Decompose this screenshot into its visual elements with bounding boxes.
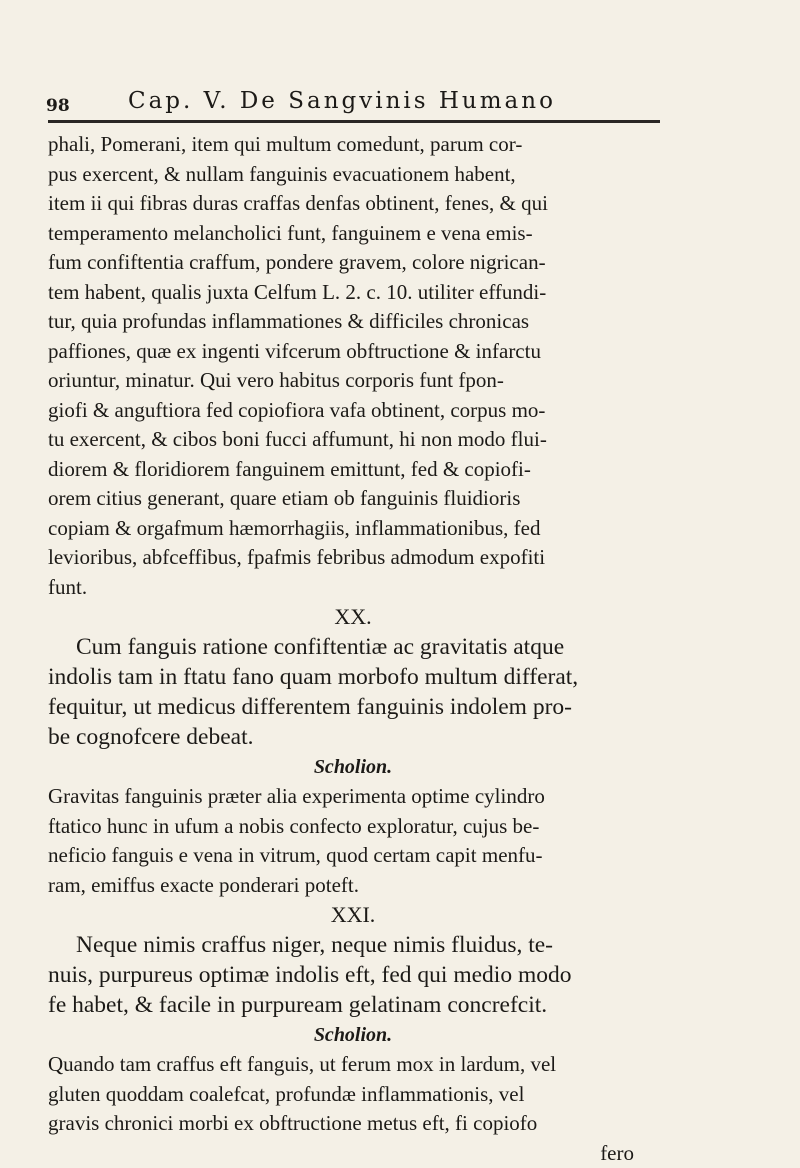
- text-line: funt.: [48, 573, 658, 603]
- body-text: [48, 130, 658, 1168]
- section-number-xxi: XXI.: [48, 900, 658, 930]
- text-line: gluten quoddam coalefcat, profundæ inflammationis, vel: [48, 1080, 658, 1110]
- catchword: fero: [48, 1139, 658, 1168]
- text-line: be cognofcere debeat.: [48, 722, 658, 752]
- text-line: fe habet, & facile in purpuream gelatinam concrefcit.: [48, 990, 658, 1020]
- text-line: ram, emiffus exacte ponderari poteft.: [48, 871, 658, 901]
- text-line: oriuntur, minatur. Qui vero habitus corporis funt fpon-: [48, 366, 658, 396]
- paragraph-2: [48, 632, 658, 752]
- text-line: Gravitas fanguinis præter alia experimenta optime cylindro: [48, 782, 658, 812]
- text-line: Quando tam craffus eft fanguis, ut ferum mox in lardum, vel: [48, 1050, 658, 1080]
- text-line: tem habent, qualis juxta Celfum L. 2. c. 10. utiliter effundi-: [48, 278, 658, 308]
- page-number: 98: [46, 96, 70, 116]
- text-line: gravis chronici morbi ex obftructione metus eft, fi copiofo: [48, 1109, 658, 1139]
- text-line: giofi & anguftiora fed copiofiora vafa obtinent, corpus mo-: [48, 396, 658, 426]
- scholion-heading-2: Scholion.: [48, 1020, 658, 1050]
- text-line: indolis tam in ftatu fano quam morbofo multum differat,: [48, 662, 658, 692]
- text-line: Neque nimis craffus niger, neque nimis fluidus, te-: [48, 930, 658, 960]
- text-line: copiam & orgafmum hæmorrhagiis, inflammationibus, fed: [48, 514, 658, 544]
- text-line: fum confiftentia craffum, pondere gravem, colore nigrican-: [48, 248, 658, 278]
- paragraph-5: [48, 1050, 658, 1168]
- text-line: phali, Pomerani, item qui multum comedunt, parum cor-: [48, 130, 658, 160]
- text-line: ftatico hunc in ufum a nobis confecto exploratur, cujus be-: [48, 812, 658, 842]
- text-line: neficio fanguis e vena in vitrum, quod certam capit menfu-: [48, 841, 658, 871]
- text-line: pus exercent, & nullam fanguinis evacuationem habent,: [48, 160, 658, 190]
- text-line: Cum fanguis ratione confiftentiæ ac gravitatis atque: [48, 632, 658, 662]
- text-line: temperamento melancholici funt, fanguinem e vena emis-: [48, 219, 658, 249]
- text-line: fequitur, ut medicus differentem fanguinis indolem pro-: [48, 692, 658, 722]
- paragraph-1: [48, 130, 658, 602]
- section-number-xx: XX.: [48, 602, 658, 632]
- paragraph-4: [48, 930, 658, 1020]
- running-head: Cap. V. De Sangvinis Humano: [128, 88, 556, 114]
- text-line: nuis, purpureus optimæ indolis eft, fed qui medio modo: [48, 960, 658, 990]
- text-line: tu exercent, & cibos boni fucci affumunt, hi non modo flui-: [48, 425, 658, 455]
- header-rule: [48, 120, 660, 123]
- text-line: paffiones, quæ ex ingenti vifcerum obftructione & infarctu: [48, 337, 658, 367]
- paragraph-3: [48, 782, 658, 900]
- text-line: item ii qui fibras duras craffas denfas obtinent, fenes, & qui: [48, 189, 658, 219]
- text-line: tur, quia profundas inflammationes & difficiles chronicas: [48, 307, 658, 337]
- text-line: orem citius generant, quare etiam ob fanguinis fluidioris: [48, 484, 658, 514]
- scholion-heading-1: Scholion.: [48, 752, 658, 782]
- text-line: levioribus, abfceffibus, fpafmis febribus admodum expofiti: [48, 543, 658, 573]
- text-line: diorem & floridiorem fanguinem emittunt, fed & copiofi-: [48, 455, 658, 485]
